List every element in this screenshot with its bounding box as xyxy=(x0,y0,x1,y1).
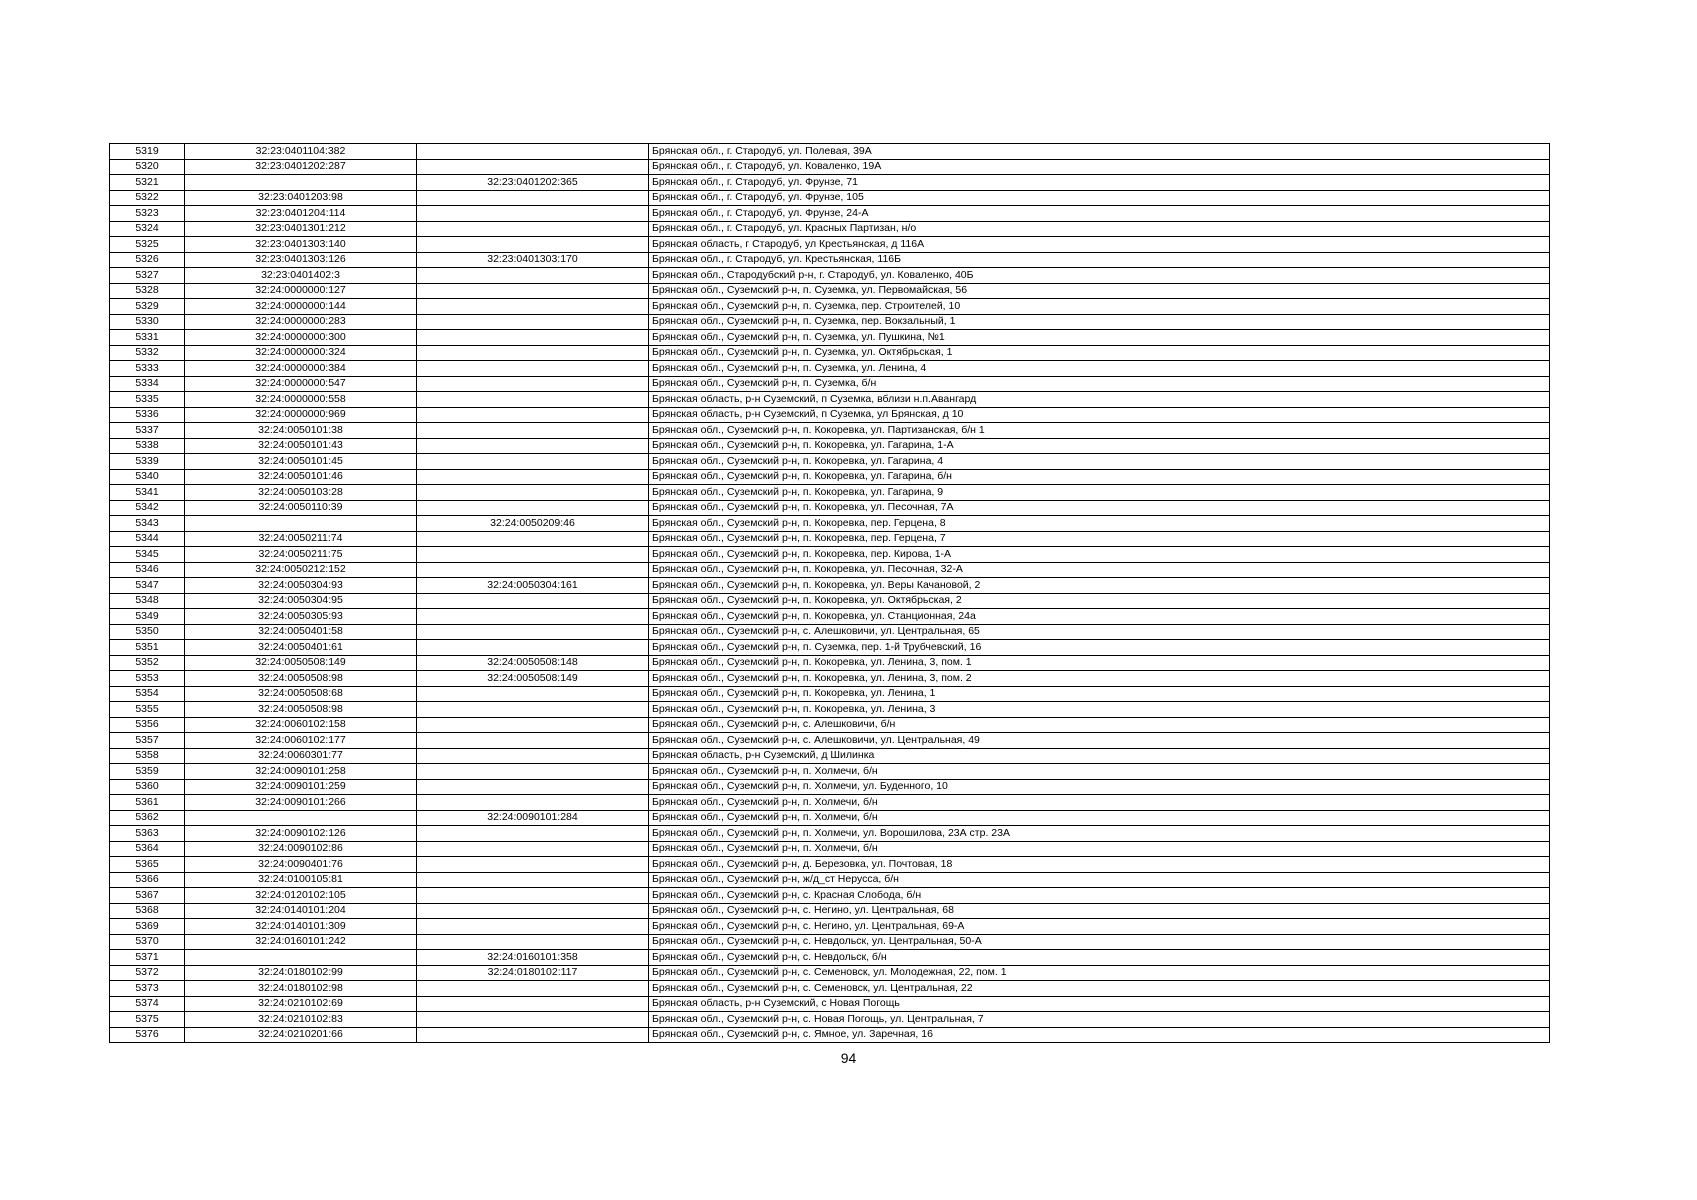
address-cell: Брянская обл., Суземский р-н, п. Холмечи, б/н xyxy=(649,764,1550,780)
cadastral-number-cell: 32:24:0050304:95 xyxy=(185,593,417,609)
address-cell: Брянская обл., Суземский р-н, с. Невдольск, б/н xyxy=(649,950,1550,966)
row-number-cell: 5332 xyxy=(110,345,185,361)
address-cell: Брянская обл., Суземский р-н, с. Семеновск, ул. Молодежная, 22, пом. 1 xyxy=(649,965,1550,981)
cadastral-number-cell: 32:24:0090101:266 xyxy=(185,795,417,811)
cadastral-number-cell: 32:24:0050211:74 xyxy=(185,531,417,547)
address-cell: Брянская обл., Суземский р-н, п. Суземка, пер. Строителей, 10 xyxy=(649,299,1550,315)
linked-cadastral-number-cell xyxy=(417,872,649,888)
cadastral-number-cell: 32:23:0401204:114 xyxy=(185,206,417,222)
cadastral-number-cell: 32:24:0000000:283 xyxy=(185,314,417,330)
table-row xyxy=(110,500,1550,516)
cadastral-number-cell: 32:23:0401104:382 xyxy=(185,144,417,160)
cadastral-number-cell xyxy=(185,810,417,826)
cadastral-number-cell: 32:24:0180102:98 xyxy=(185,981,417,997)
row-number-cell: 5334 xyxy=(110,376,185,392)
table-row xyxy=(110,330,1550,346)
row-number-cell: 5371 xyxy=(110,950,185,966)
cadastral-number-cell: 32:24:0050401:58 xyxy=(185,624,417,640)
address-cell: Брянская обл., Суземский р-н, п. Суземка, б/н xyxy=(649,376,1550,392)
cadastral-number-cell: 32:24:0050212:152 xyxy=(185,562,417,578)
table-row xyxy=(110,159,1550,175)
address-cell: Брянская область, р-н Суземский, п Суземка, ул Брянская, д 10 xyxy=(649,407,1550,423)
address-cell: Брянская обл., Суземский р-н, с. Новая Погощь, ул. Центральная, 7 xyxy=(649,1012,1550,1028)
row-number-cell: 5356 xyxy=(110,717,185,733)
linked-cadastral-number-cell xyxy=(417,795,649,811)
table-row xyxy=(110,609,1550,625)
address-cell: Брянская обл., г. Стародуб, ул. Фрунзе, 71 xyxy=(649,175,1550,191)
linked-cadastral-number-cell xyxy=(417,454,649,470)
table-row xyxy=(110,903,1550,919)
cadastral-number-cell: 32:24:0120102:105 xyxy=(185,888,417,904)
address-cell: Брянская область, г Стародуб, ул Крестьянская, д 116А xyxy=(649,237,1550,253)
row-number-cell: 5369 xyxy=(110,919,185,935)
cadastral-number-cell: 32:24:0050508:68 xyxy=(185,686,417,702)
address-cell: Брянская обл., Суземский р-н, п. Кокоревка, ул. Веры Качановой, 2 xyxy=(649,578,1550,594)
address-cell: Брянская обл., Суземский р-н, п. Кокоревка, ул. Гагарина, 1-А xyxy=(649,438,1550,454)
address-cell: Брянская обл., Суземский р-н, п. Холмечи, б/н xyxy=(649,795,1550,811)
address-cell: Брянская обл., Суземский р-н, п. Кокоревка, ул. Ленина, 3, пом. 1 xyxy=(649,655,1550,671)
linked-cadastral-number-cell xyxy=(417,547,649,563)
cadastral-number-cell: 32:24:0000000:324 xyxy=(185,345,417,361)
cadastral-number-cell xyxy=(185,950,417,966)
linked-cadastral-number-cell xyxy=(417,593,649,609)
row-number-cell: 5347 xyxy=(110,578,185,594)
table-row xyxy=(110,795,1550,811)
row-number-cell: 5370 xyxy=(110,934,185,950)
linked-cadastral-number-cell xyxy=(417,314,649,330)
cadastral-number-cell: 32:23:0401402:3 xyxy=(185,268,417,284)
row-number-cell: 5335 xyxy=(110,392,185,408)
address-cell: Брянская обл., Суземский р-н, п. Кокоревка, ул. Станционная, 24а xyxy=(649,609,1550,625)
table-row xyxy=(110,981,1550,997)
row-number-cell: 5353 xyxy=(110,671,185,687)
table-row xyxy=(110,826,1550,842)
row-number-cell: 5330 xyxy=(110,314,185,330)
table-row xyxy=(110,733,1550,749)
linked-cadastral-number-cell xyxy=(417,500,649,516)
table-row xyxy=(110,841,1550,857)
table-row xyxy=(110,1027,1550,1043)
table-row xyxy=(110,252,1550,268)
row-number-cell: 5364 xyxy=(110,841,185,857)
address-cell: Брянская обл., г. Стародуб, ул. Красных Партизан, н/о xyxy=(649,221,1550,237)
row-number-cell: 5345 xyxy=(110,547,185,563)
address-cell: Брянская обл., Суземский р-н, п. Кокоревка, пер. Герцена, 8 xyxy=(649,516,1550,532)
address-cell: Брянская обл., Суземский р-н, с. Красная Слобода, б/н xyxy=(649,888,1550,904)
address-cell: Брянская обл., Суземский р-н, п. Суземка, ул. Первомайская, 56 xyxy=(649,283,1550,299)
table-row xyxy=(110,516,1550,532)
table-row xyxy=(110,299,1550,315)
row-number-cell: 5328 xyxy=(110,283,185,299)
row-number-cell: 5376 xyxy=(110,1027,185,1043)
address-cell: Брянская обл., Суземский р-н, с. Негино, ул. Центральная, 69-А xyxy=(649,919,1550,935)
page-number: 94 xyxy=(840,1050,857,1066)
cadastral-number-cell: 32:24:0050103:28 xyxy=(185,485,417,501)
address-cell: Брянская обл., Суземский р-н, п. Суземка, ул. Октябрьская, 1 xyxy=(649,345,1550,361)
address-cell: Брянская обл., Суземский р-н, п. Кокоревка, ул. Гагарина, 9 xyxy=(649,485,1550,501)
table-row xyxy=(110,454,1550,470)
cadastral-number-cell: 32:23:0401203:98 xyxy=(185,190,417,206)
linked-cadastral-number-cell xyxy=(417,283,649,299)
cadastral-number-cell: 32:24:0050101:46 xyxy=(185,469,417,485)
table-row xyxy=(110,624,1550,640)
table-row xyxy=(110,640,1550,656)
row-number-cell: 5327 xyxy=(110,268,185,284)
linked-cadastral-number-cell xyxy=(417,733,649,749)
table-row xyxy=(110,268,1550,284)
address-cell: Брянская обл., Суземский р-н, п. Суземка, ул. Ленина, 4 xyxy=(649,361,1550,377)
table-row xyxy=(110,376,1550,392)
cadastral-number-cell: 32:24:0050508:98 xyxy=(185,702,417,718)
address-cell: Брянская обл., Суземский р-н, п. Кокоревка, ул. Гагарина, б/н xyxy=(649,469,1550,485)
row-number-cell: 5343 xyxy=(110,516,185,532)
table-row xyxy=(110,717,1550,733)
linked-cadastral-number-cell xyxy=(417,919,649,935)
row-number-cell: 5321 xyxy=(110,175,185,191)
address-cell: Брянская обл., Суземский р-н, п. Холмечи, б/н xyxy=(649,810,1550,826)
row-number-cell: 5326 xyxy=(110,252,185,268)
linked-cadastral-number-cell xyxy=(417,686,649,702)
cadastral-number-cell: 32:23:0401303:126 xyxy=(185,252,417,268)
address-cell: Брянская обл., Суземский р-н, с. Ямное, ул. Заречная, 16 xyxy=(649,1027,1550,1043)
linked-cadastral-number-cell xyxy=(417,779,649,795)
table-row xyxy=(110,531,1550,547)
linked-cadastral-number-cell xyxy=(417,345,649,361)
table-row xyxy=(110,469,1550,485)
linked-cadastral-number-cell xyxy=(417,221,649,237)
cadastral-number-cell: 32:24:0100105:81 xyxy=(185,872,417,888)
cadastral-number-cell: 32:24:0060301:77 xyxy=(185,748,417,764)
address-cell: Брянская обл., Суземский р-н, п. Кокоревка, ул. Ленина, 3, пом. 2 xyxy=(649,671,1550,687)
table-row xyxy=(110,423,1550,439)
address-cell: Брянская область, р-н Суземский, с Новая Погощь xyxy=(649,996,1550,1012)
table-row xyxy=(110,764,1550,780)
table-row xyxy=(110,872,1550,888)
cadastral-number-cell: 32:24:0000000:144 xyxy=(185,299,417,315)
address-cell: Брянская обл., г. Стародуб, ул. Фрунзе, 24-А xyxy=(649,206,1550,222)
property-table xyxy=(109,143,1550,1043)
linked-cadastral-number-cell xyxy=(417,841,649,857)
linked-cadastral-number-cell: 32:24:0050209:46 xyxy=(417,516,649,532)
linked-cadastral-number-cell xyxy=(417,144,649,160)
cadastral-number-cell xyxy=(185,175,417,191)
linked-cadastral-number-cell xyxy=(417,299,649,315)
linked-cadastral-number-cell xyxy=(417,934,649,950)
cadastral-number-cell: 32:24:0060102:158 xyxy=(185,717,417,733)
linked-cadastral-number-cell xyxy=(417,392,649,408)
cadastral-number-cell: 32:24:0050508:98 xyxy=(185,671,417,687)
table-row xyxy=(110,283,1550,299)
address-cell: Брянская обл., Суземский р-н, п. Кокоревка, ул. Ленина, 3 xyxy=(649,702,1550,718)
row-number-cell: 5348 xyxy=(110,593,185,609)
cadastral-number-cell: 32:24:0000000:384 xyxy=(185,361,417,377)
address-cell: Брянская обл., г. Стародуб, ул. Полевая, 39А xyxy=(649,144,1550,160)
table-row xyxy=(110,175,1550,191)
address-cell: Брянская обл., г. Стародуб, ул. Коваленко, 19А xyxy=(649,159,1550,175)
row-number-cell: 5366 xyxy=(110,872,185,888)
linked-cadastral-number-cell xyxy=(417,748,649,764)
cadastral-number-cell: 32:24:0000000:969 xyxy=(185,407,417,423)
row-number-cell: 5372 xyxy=(110,965,185,981)
linked-cadastral-number-cell xyxy=(417,268,649,284)
table-row xyxy=(110,221,1550,237)
row-number-cell: 5333 xyxy=(110,361,185,377)
table-row xyxy=(110,190,1550,206)
table-row xyxy=(110,547,1550,563)
linked-cadastral-number-cell xyxy=(417,206,649,222)
table-row xyxy=(110,965,1550,981)
row-number-cell: 5325 xyxy=(110,237,185,253)
row-number-cell: 5352 xyxy=(110,655,185,671)
linked-cadastral-number-cell: 32:24:0180102:117 xyxy=(417,965,649,981)
cadastral-number-cell: 32:24:0210102:69 xyxy=(185,996,417,1012)
table-row xyxy=(110,345,1550,361)
table-row xyxy=(110,655,1550,671)
table-row xyxy=(110,919,1550,935)
linked-cadastral-number-cell xyxy=(417,888,649,904)
linked-cadastral-number-cell xyxy=(417,624,649,640)
address-cell: Брянская обл., Суземский р-н, п. Кокоревка, ул. Песочная, 7А xyxy=(649,500,1550,516)
linked-cadastral-number-cell: 32:24:0160101:358 xyxy=(417,950,649,966)
address-cell: Брянская обл., Суземский р-н, ж/д_ст Нерусса, б/н xyxy=(649,872,1550,888)
address-cell: Брянская обл., Суземский р-н, п. Кокоревка, ул. Песочная, 32-А xyxy=(649,562,1550,578)
cadastral-number-cell: 32:24:0050508:149 xyxy=(185,655,417,671)
cadastral-number-cell: 32:24:0090101:259 xyxy=(185,779,417,795)
cadastral-number-cell: 32:24:0000000:547 xyxy=(185,376,417,392)
linked-cadastral-number-cell: 32:24:0050508:149 xyxy=(417,671,649,687)
linked-cadastral-number-cell xyxy=(417,609,649,625)
row-number-cell: 5342 xyxy=(110,500,185,516)
linked-cadastral-number-cell xyxy=(417,438,649,454)
cadastral-number-cell: 32:24:0140101:309 xyxy=(185,919,417,935)
cadastral-number-cell: 32:24:0090102:126 xyxy=(185,826,417,842)
row-number-cell: 5344 xyxy=(110,531,185,547)
table-row xyxy=(110,671,1550,687)
row-number-cell: 5339 xyxy=(110,454,185,470)
row-number-cell: 5358 xyxy=(110,748,185,764)
address-cell: Брянская обл., Суземский р-н, п. Кокоревка, ул. Гагарина, 4 xyxy=(649,454,1550,470)
row-number-cell: 5319 xyxy=(110,144,185,160)
cadastral-number-cell: 32:24:0160101:242 xyxy=(185,934,417,950)
table-row xyxy=(110,237,1550,253)
address-cell: Брянская обл., Суземский р-н, с. Алешковичи, ул. Центральная, 49 xyxy=(649,733,1550,749)
row-number-cell: 5329 xyxy=(110,299,185,315)
table-row xyxy=(110,206,1550,222)
row-number-cell: 5337 xyxy=(110,423,185,439)
linked-cadastral-number-cell xyxy=(417,717,649,733)
row-number-cell: 5340 xyxy=(110,469,185,485)
linked-cadastral-number-cell xyxy=(417,903,649,919)
table-row xyxy=(110,438,1550,454)
row-number-cell: 5351 xyxy=(110,640,185,656)
cadastral-number-cell: 32:24:0050401:61 xyxy=(185,640,417,656)
linked-cadastral-number-cell xyxy=(417,996,649,1012)
table-row xyxy=(110,950,1550,966)
address-cell: Брянская обл., Суземский р-н, с. Семеновск, ул. Центральная, 22 xyxy=(649,981,1550,997)
row-number-cell: 5349 xyxy=(110,609,185,625)
linked-cadastral-number-cell xyxy=(417,562,649,578)
linked-cadastral-number-cell xyxy=(417,159,649,175)
cadastral-number-cell: 32:23:0401303:140 xyxy=(185,237,417,253)
address-cell: Брянская обл., Суземский р-н, д. Березовка, ул. Почтовая, 18 xyxy=(649,857,1550,873)
address-cell: Брянская обл., г. Стародуб, ул. Крестьянская, 116Б xyxy=(649,252,1550,268)
linked-cadastral-number-cell xyxy=(417,764,649,780)
table-row xyxy=(110,392,1550,408)
linked-cadastral-number-cell: 32:23:0401202:365 xyxy=(417,175,649,191)
row-number-cell: 5324 xyxy=(110,221,185,237)
row-number-cell: 5323 xyxy=(110,206,185,222)
table-row xyxy=(110,314,1550,330)
cadastral-number-cell: 32:24:0050211:75 xyxy=(185,547,417,563)
cadastral-number-cell: 32:24:0000000:300 xyxy=(185,330,417,346)
address-cell: Брянская область, р-н Суземский, д Шилинка xyxy=(649,748,1550,764)
address-cell: Брянская область, р-н Суземский, п Суземка, вблизи н.п.Авангард xyxy=(649,392,1550,408)
table-row xyxy=(110,578,1550,594)
linked-cadastral-number-cell xyxy=(417,640,649,656)
property-table-body xyxy=(110,144,1550,1043)
cadastral-number-cell: 32:24:0210201:66 xyxy=(185,1027,417,1043)
table-row xyxy=(110,810,1550,826)
row-number-cell: 5367 xyxy=(110,888,185,904)
row-number-cell: 5346 xyxy=(110,562,185,578)
cadastral-number-cell xyxy=(185,516,417,532)
table-row xyxy=(110,562,1550,578)
address-cell: Брянская обл., Суземский р-н, с. Негино, ул. Центральная, 68 xyxy=(649,903,1550,919)
table-row xyxy=(110,144,1550,160)
table-row xyxy=(110,888,1550,904)
row-number-cell: 5357 xyxy=(110,733,185,749)
row-number-cell: 5320 xyxy=(110,159,185,175)
linked-cadastral-number-cell xyxy=(417,237,649,253)
linked-cadastral-number-cell xyxy=(417,826,649,842)
address-cell: Брянская обл., Суземский р-н, п. Кокоревка, ул. Партизанская, б/н 1 xyxy=(649,423,1550,439)
row-number-cell: 5362 xyxy=(110,810,185,826)
cadastral-number-cell: 32:24:0090102:86 xyxy=(185,841,417,857)
table-row xyxy=(110,996,1550,1012)
linked-cadastral-number-cell: 32:24:0050508:148 xyxy=(417,655,649,671)
address-cell: Брянская обл., Суземский р-н, п. Кокоревка, ул. Ленина, 1 xyxy=(649,686,1550,702)
row-number-cell: 5338 xyxy=(110,438,185,454)
linked-cadastral-number-cell xyxy=(417,407,649,423)
table-row xyxy=(110,1012,1550,1028)
linked-cadastral-number-cell xyxy=(417,376,649,392)
row-number-cell: 5336 xyxy=(110,407,185,423)
linked-cadastral-number-cell xyxy=(417,981,649,997)
row-number-cell: 5365 xyxy=(110,857,185,873)
linked-cadastral-number-cell xyxy=(417,330,649,346)
address-cell: Брянская обл., Суземский р-н, с. Невдольск, ул. Центральная, 50-А xyxy=(649,934,1550,950)
cadastral-number-cell: 32:23:0401202:287 xyxy=(185,159,417,175)
table-row xyxy=(110,686,1550,702)
cadastral-number-cell: 32:24:0000000:558 xyxy=(185,392,417,408)
address-cell: Брянская обл., Суземский р-н, п. Кокоревка, пер. Герцена, 7 xyxy=(649,531,1550,547)
linked-cadastral-number-cell xyxy=(417,361,649,377)
row-number-cell: 5374 xyxy=(110,996,185,1012)
cadastral-number-cell: 32:24:0210102:83 xyxy=(185,1012,417,1028)
table-row xyxy=(110,748,1550,764)
address-cell: Брянская обл., Суземский р-н, п. Суземка, пер. Вокзальный, 1 xyxy=(649,314,1550,330)
row-number-cell: 5341 xyxy=(110,485,185,501)
address-cell: Брянская обл., г. Стародуб, ул. Фрунзе, 105 xyxy=(649,190,1550,206)
row-number-cell: 5322 xyxy=(110,190,185,206)
row-number-cell: 5373 xyxy=(110,981,185,997)
table-row xyxy=(110,702,1550,718)
cadastral-number-cell: 32:24:0090401:76 xyxy=(185,857,417,873)
address-cell: Брянская обл., Суземский р-н, с. Алешковичи, б/н xyxy=(649,717,1550,733)
address-cell: Брянская обл., Суземский р-н, п. Суземка, пер. 1-й Трубчевский, 16 xyxy=(649,640,1550,656)
row-number-cell: 5375 xyxy=(110,1012,185,1028)
row-number-cell: 5368 xyxy=(110,903,185,919)
table-row xyxy=(110,407,1550,423)
row-number-cell: 5355 xyxy=(110,702,185,718)
row-number-cell: 5361 xyxy=(110,795,185,811)
cadastral-number-cell: 32:24:0050101:43 xyxy=(185,438,417,454)
cadastral-number-cell: 32:23:0401301:212 xyxy=(185,221,417,237)
address-cell: Брянская обл., Суземский р-н, п. Кокоревка, ул. Октябрьская, 2 xyxy=(649,593,1550,609)
table-row xyxy=(110,779,1550,795)
linked-cadastral-number-cell: 32:24:0050304:161 xyxy=(417,578,649,594)
linked-cadastral-number-cell xyxy=(417,190,649,206)
linked-cadastral-number-cell xyxy=(417,531,649,547)
address-cell: Брянская обл., Суземский р-н, с. Алешковичи, ул. Центральная, 65 xyxy=(649,624,1550,640)
cadastral-number-cell: 32:24:0050101:45 xyxy=(185,454,417,470)
cadastral-number-cell: 32:24:0140101:204 xyxy=(185,903,417,919)
address-cell: Брянская обл., Суземский р-н, п. Кокоревка, пер. Кирова, 1-А xyxy=(649,547,1550,563)
address-cell: Брянская обл., Суземский р-н, п. Холмечи, ул. Буденного, 10 xyxy=(649,779,1550,795)
address-cell: Брянская обл., Стародубский р-н, г. Стародуб, ул. Коваленко, 40Б xyxy=(649,268,1550,284)
linked-cadastral-number-cell xyxy=(417,702,649,718)
cadastral-number-cell: 32:24:0050304:93 xyxy=(185,578,417,594)
address-cell: Брянская обл., Суземский р-н, п. Суземка, ул. Пушкина, №1 xyxy=(649,330,1550,346)
linked-cadastral-number-cell: 32:23:0401303:170 xyxy=(417,252,649,268)
linked-cadastral-number-cell: 32:24:0090101:284 xyxy=(417,810,649,826)
row-number-cell: 5363 xyxy=(110,826,185,842)
cadastral-number-cell: 32:24:0050101:38 xyxy=(185,423,417,439)
cadastral-number-cell: 32:24:0060102:177 xyxy=(185,733,417,749)
row-number-cell: 5350 xyxy=(110,624,185,640)
cadastral-number-cell: 32:24:0000000:127 xyxy=(185,283,417,299)
address-cell: Брянская обл., Суземский р-н, п. Холмечи, б/н xyxy=(649,841,1550,857)
cadastral-number-cell: 32:24:0050110:39 xyxy=(185,500,417,516)
linked-cadastral-number-cell xyxy=(417,485,649,501)
linked-cadastral-number-cell xyxy=(417,1012,649,1028)
table-row xyxy=(110,857,1550,873)
row-number-cell: 5331 xyxy=(110,330,185,346)
table-row xyxy=(110,485,1550,501)
table-row xyxy=(110,593,1550,609)
cadastral-number-cell: 32:24:0180102:99 xyxy=(185,965,417,981)
row-number-cell: 5354 xyxy=(110,686,185,702)
linked-cadastral-number-cell xyxy=(417,423,649,439)
linked-cadastral-number-cell xyxy=(417,469,649,485)
address-cell: Брянская обл., Суземский р-н, п. Холмечи, ул. Ворошилова, 23А стр. 23А xyxy=(649,826,1550,842)
table-row xyxy=(110,934,1550,950)
cadastral-number-cell: 32:24:0050305:93 xyxy=(185,609,417,625)
row-number-cell: 5359 xyxy=(110,764,185,780)
row-number-cell: 5360 xyxy=(110,779,185,795)
linked-cadastral-number-cell xyxy=(417,1027,649,1043)
table-row xyxy=(110,361,1550,377)
linked-cadastral-number-cell xyxy=(417,857,649,873)
cadastral-number-cell: 32:24:0090101:258 xyxy=(185,764,417,780)
